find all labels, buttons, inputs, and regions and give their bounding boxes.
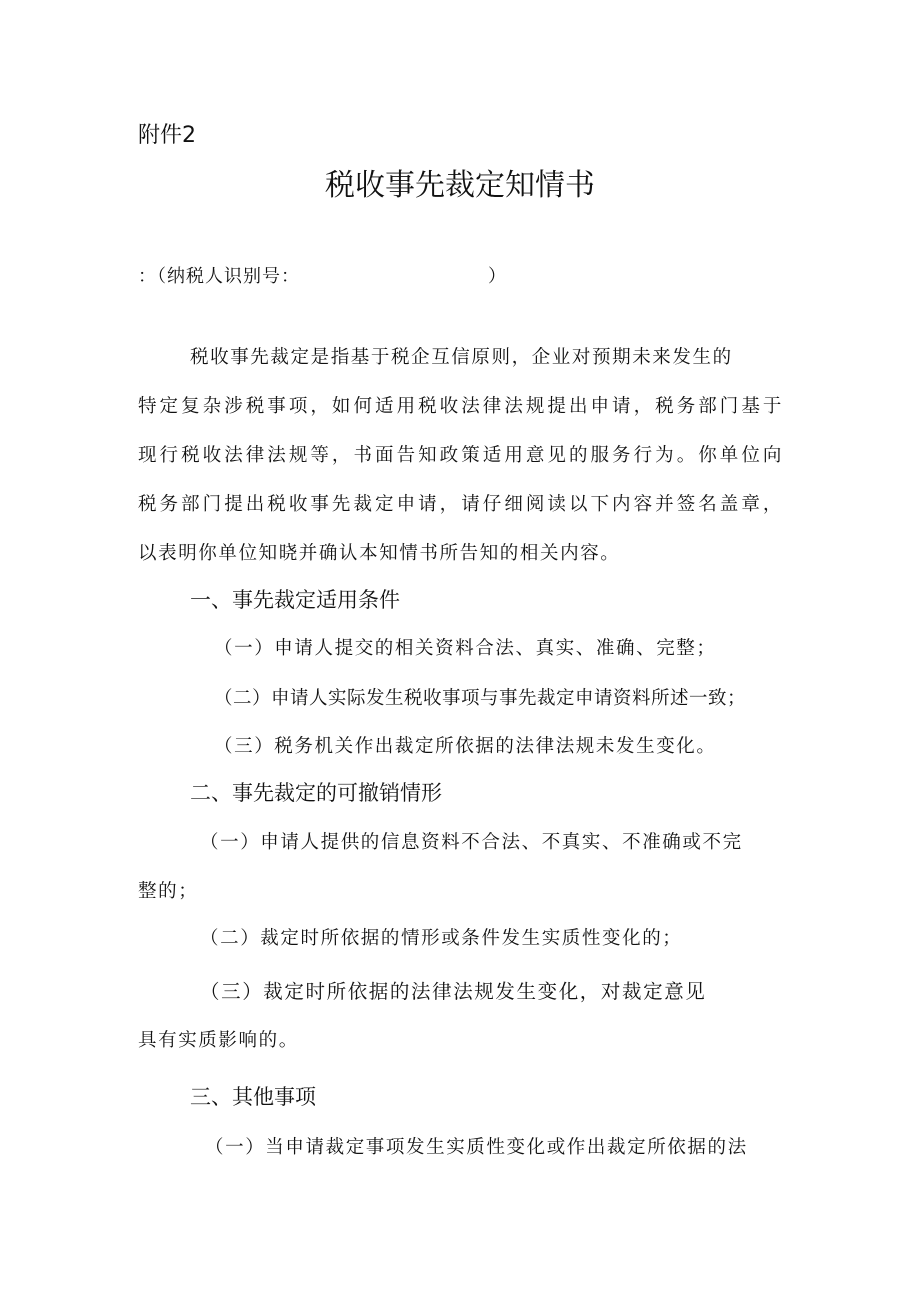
section-2-heading: 二、事先裁定的可撤销情形 xyxy=(190,781,442,805)
section-1-item-1: （一）申请人提交的相关资料合法、真实、准确、完整； xyxy=(214,638,717,659)
taxpayer-id-prefix: ：（纳税人识别号： xyxy=(138,266,300,287)
section-2-item-3-line-1: （三）裁定时所依据的法律法规发生变化，对裁定意见 xyxy=(200,980,707,1003)
intro-line-5: 以表明你单位知晓并确认本知情书所告知的相关内容。 xyxy=(138,543,621,564)
section-2-item-3-line-2: 具有实质影响的。 xyxy=(138,1030,299,1051)
taxpayer-id-line xyxy=(138,262,507,288)
taxpayer-id-suffix: ） xyxy=(488,266,507,287)
intro-line-3: 现行税收法律法规等，书面告知政策适用意见的服务行为。你单位向 xyxy=(138,445,783,466)
section-1-heading: 一、事先裁定适用条件 xyxy=(190,588,400,612)
section-3-item-1-line-1: （一）当申请裁定事项发生实质性变化或作出裁定所依据的法 xyxy=(205,1137,748,1158)
attachment-label: 附件2 xyxy=(138,123,196,148)
section-2-item-1-line-2: 整的； xyxy=(138,881,199,902)
document-title: 税收事先裁定知情书 xyxy=(325,168,595,203)
section-2-item-2: （二）裁定时所依据的情形或条件发生实质性变化的； xyxy=(200,928,683,949)
section-3-heading: 三、其他事项 xyxy=(190,1085,316,1109)
section-1-item-2: （二）申请人实际发生税收事项与事先裁定申请资料所述一致； xyxy=(214,688,747,709)
intro-line-1: 税收事先裁定是指基于税企互信原则，企业对预期未来发生的 xyxy=(190,347,733,368)
intro-line-4: 税务部门提出税收事先裁定申请，请仔细阅读以下内容并签名盖章， xyxy=(138,494,783,515)
section-1-item-3: （三）税务机关作出裁定所依据的法律法规未发生变化。 xyxy=(214,736,717,757)
intro-line-2: 特定复杂涉税事项，如何适用税收法律法规提出申请，税务部门基于 xyxy=(138,396,783,417)
section-2-item-1-line-1: （一）申请人提供的信息资料不合法、不真实、不准确或不完 xyxy=(200,832,743,853)
